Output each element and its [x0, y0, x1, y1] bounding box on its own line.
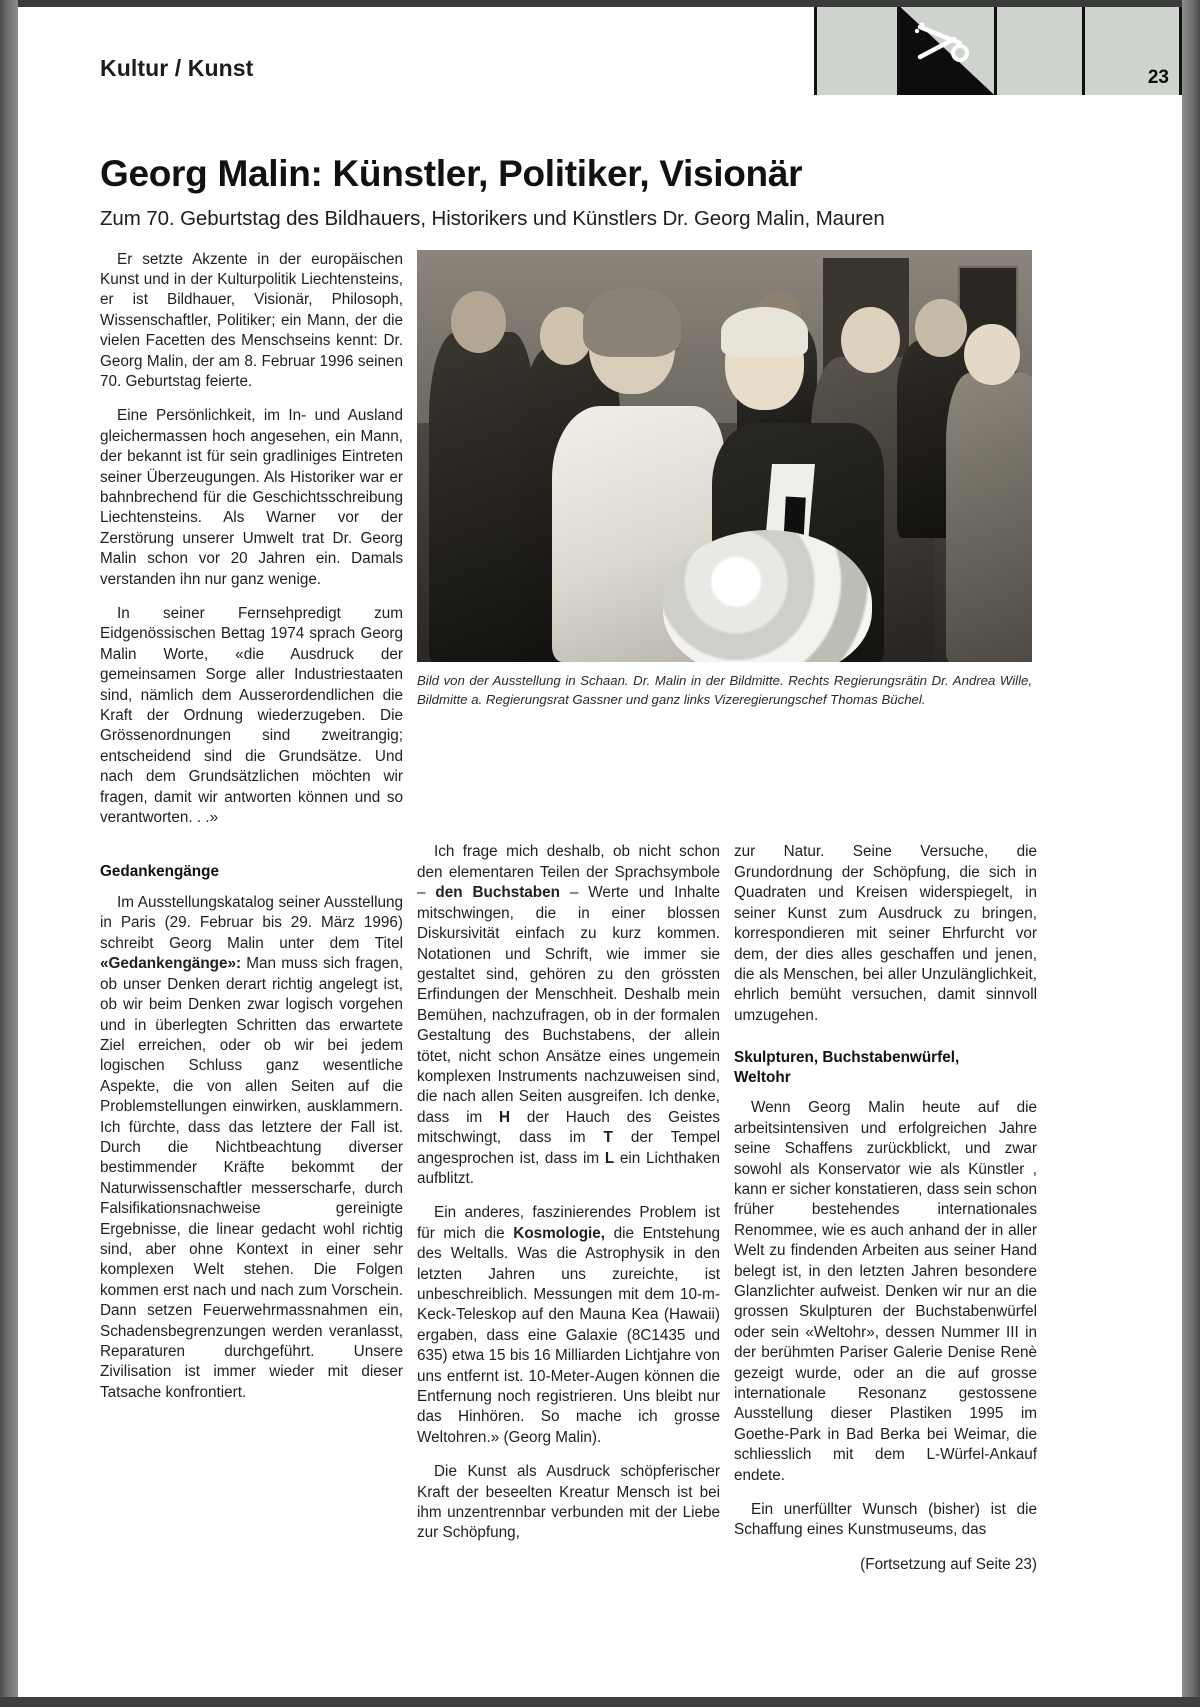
subsection-heading-skulpturen [734, 1048, 1037, 1087]
three-column-body [18, 842, 1182, 1575]
band-cell-1 [814, 7, 897, 95]
section-label: Kultur / Kunst [100, 55, 254, 81]
text-run-bold: H [499, 1108, 511, 1126]
scan-edge-right [1182, 0, 1200, 1707]
photo-caption: Bild von der Ausstellung in Schaan. Dr. Malin in der Bildmitte. Rechts Regierungsrätin Dr. Andrea Wille, Bildmitte a. Regierungsrat Gassner und ganz links Vizeregierungschef Thomas Büchel. [417, 672, 1032, 707]
text-run: Ein anderes, faszinierendes Problem ist für mich die [417, 1204, 720, 1242]
paragraph: Eine Persönlichkeit, im In- und Ausland gleichermassen hoch angesehen, ein Mann, der bekannt ist für sein gradliniges Eintreten seiner Überzeugungen. Als Historiker war er bahnbrechend für die Geschichtsschreibung Liechtensteins. Als Warner vor der Zerstörung unserer Umwelt trat Dr. Georg Malin schon vor 20 Jahren ein. Damals verstanden ihn nur ganz wenige. [100, 407, 403, 588]
scan-edge-bottom [0, 1697, 1200, 1707]
heading-line: Weltohr [734, 1068, 791, 1086]
continuation-note: (Fortsetzung auf Seite 23) [860, 1555, 1037, 1573]
text-run-bold: L [604, 1149, 615, 1167]
page-number: 23 [1147, 67, 1169, 88]
paragraph: In seiner Fernsehpredigt zum Eidgenössischen Bettag 1974 sprach Georg Malin Worte, «die Ausdruck der gemeinsamen Sorge aller Industriestaaten sind, nämlich dem Ausserordendlichen die Kraft der Ordnung wiederzugeben. Die Grössenordnungen sind zweitrangig; entscheidend sind die Grundsätze. Und nach dem Grundsätzlichen möchten wir fragen, damit wir antworten können und so verantworten. . .» [100, 605, 403, 827]
paragraph: Wenn Georg Malin heute auf die arbeitsintensiven und erfolgreichen Jahre seine Schaffens zurückblickt, und zwar sowohl als Konservator wie als Künstler , kann er sicher konstatieren, dass sein schon früher bestehendes internationales Renommee, wie es auch anhand der in aller Welt zu findenden Arbeiten aus seiner Hand belegt ist, in den letzten Jahren besondere Glanzlichter aufweist. Denken wir nur an die grossen Skulpturen der Buchstabenwürfel oder sein «Weltohr», dessen Nummer III in der berühmten Pariser Galerie Denise Renè gezeigt wurde, oder an die auf grosse internationale Resonanz gestossene Ausstellung dieser Plastiken 1995 im Goethe-Park in Bad Berka bei Weimar, die schliesslich mit dem L-Würfel-Ankauf endete. [734, 1099, 1037, 1484]
text-run: ein Lichthaken aufblitzt. [417, 1149, 720, 1187]
article-photo [417, 250, 1032, 662]
text-run-bold: T [603, 1129, 613, 1147]
article-subhead: Zum 70. Geburtstag des Bildhauers, Historikers und Künstlers Dr. Georg Malin, Mauren [100, 206, 885, 230]
text-run: Man muss sich fragen, ob unser Denken derart richtig angelegt ist, ob wir beim Denken zwar logisch vorgehen und in überlegten Schritten das erwartete Ziel erreichen, oder ob wir bei jedem logischen Schluss ganz wesentliche Aspekte, die von allen Seiten auf die Problemstellungen einwirken, ausklammern. Ich fürchte, dass das letztere der Fall ist. Durch die Nichtbeachtung diverser bestimmender Kräfte bekommt der Naturwissenschaftler messerscharfe, durch Falsifikationsnachweise gereinigte Ergebnisse, die linear gedacht wohl richtig sind, aber ohne Kontext in einer sehr komplexen Welt stehen. Die Folgen kommen erst nach und nach zum Vorschein. Dann setzen Feuerwehrmassnahmen ein, Schadensbegrenzungen werden veranlasst, Reparaturen durchgeführt. Unsere Zivilisation ist immer wieder mit dieser Tatsache konfrontiert. [100, 955, 403, 1401]
paragraph [417, 842, 720, 1189]
page-header [18, 7, 1182, 102]
text-run: Ich frage mich deshalb, ob nicht schon den elementaren Teilen der Sprachsymbole – [417, 843, 720, 902]
paragraph [100, 893, 403, 1403]
text-run: der Hauch des Geistes mitschwingt, dass im [417, 1108, 720, 1147]
text-run: der Tempel angesprochen ist, dass im [417, 1129, 720, 1167]
column-right [734, 842, 1037, 1575]
scan-edge-top [0, 0, 1200, 7]
text-run: Im Ausstellungskatalog seiner Ausstellung in Paris (29. Februar bis 29. März 1996) schreibt Georg Malin unter dem Titel [100, 894, 403, 952]
band-cell-3 [994, 7, 1083, 95]
text-run: – Werte und Inhalte mitschwingen, die in einer blossen Diskursivität einfach zu kurz kommen. Notationen und Schrift, wie immer sie gestaltet sind, gehören zu den grössten Erfindungen der Menschheit. Deshalb mein Bemühen, nachzufragen, ob in der formalen Gestaltung des Buchstabens, der allein tötet, nicht schon Ansätze eines ungemein komplexen Instruments nachzuweisen sind, die nach allen Seiten ausgreifen. Ich denke, dass im [417, 884, 720, 1126]
column-left-top [100, 250, 403, 843]
subsection-heading-gedankengaenge: Gedankengänge [100, 863, 220, 881]
heading-line: Skulpturen, Buchstabenwürfel, [734, 1049, 960, 1067]
article-headline: Georg Malin: Künstler, Politiker, Visionär [100, 153, 803, 194]
text-run-bold: den Buchstaben [435, 884, 561, 902]
band-cell-2 [897, 7, 994, 95]
article-header [18, 102, 1182, 231]
text-run-bold: «Gedankengänge»: [100, 955, 242, 973]
scan-edge-left [0, 0, 18, 1707]
text-run: die Entstehung des Weltalls. Was die Astrophysik in den letzten Jahren uns zureichte, ist unbeschreiblich. Messungen mit dem 10-m-Keck-Teleskop auf den Mauna Kea (Hawaii) ergaben, dass eine Galaxie (8C1435 und 635) etwa 15 bis 16 Milliarden Lichtjahre von uns entfernt ist. 10-Meter-Augen können die Entfernung noch registrieren. Uns bleibt nur das Hinhören. So mache ich grosse Weltohren.» (Georg Malin). [417, 1224, 721, 1446]
column-middle [417, 842, 720, 1575]
paragraph: zur Natur. Seine Versuche, die Grundordnung der Schöpfung, die sich in Quadraten und Kreisen widerspiegelt, in seiner Kunst zum Ausdruck zu bringen, korrespondieren mit seiner Ehrfurcht vor dem, der dies alles geschaffen und jenen, die als Menschen, bei aller Unzulänglichkeit, ehrlich bemüht versuchen, damit sinnvoll umzugehen. [734, 843, 1037, 1024]
text-run-bold: Kosmologie, [513, 1224, 606, 1242]
band-cell-4 [1082, 7, 1182, 95]
page-content [18, 7, 1182, 1697]
paragraph: Er setzte Akzente in der europäischen Kunst und in der Kulturpolitik Liechtensteins, er ist Bildhauer, Visionär, Philosoph, Wissenschaftler, Politiker; ein Mann, der die vielen Facetten des Menschseins kennt: Dr. Georg Malin, der am 8. Februar 1996 seinen 70. Geburtstag feierte. [100, 250, 403, 390]
column-left-bottom [100, 842, 403, 1575]
paragraph [417, 1203, 720, 1448]
paragraph: Ein unerfüllter Wunsch (bisher) ist die Schaffung eines Kunstmuseums, das [734, 1501, 1037, 1539]
scissors-icon [910, 13, 976, 79]
top-zone [18, 231, 1182, 843]
paragraph: Die Kunst als Ausdruck schöpferischer Kraft der beseelten Kreatur Mensch ist bei ihm unzentrennbar verbunden mit der Liebe zur Schöpfung, [417, 1463, 720, 1542]
article-photo-block [417, 250, 1032, 709]
header-decoration-band [814, 7, 1182, 95]
